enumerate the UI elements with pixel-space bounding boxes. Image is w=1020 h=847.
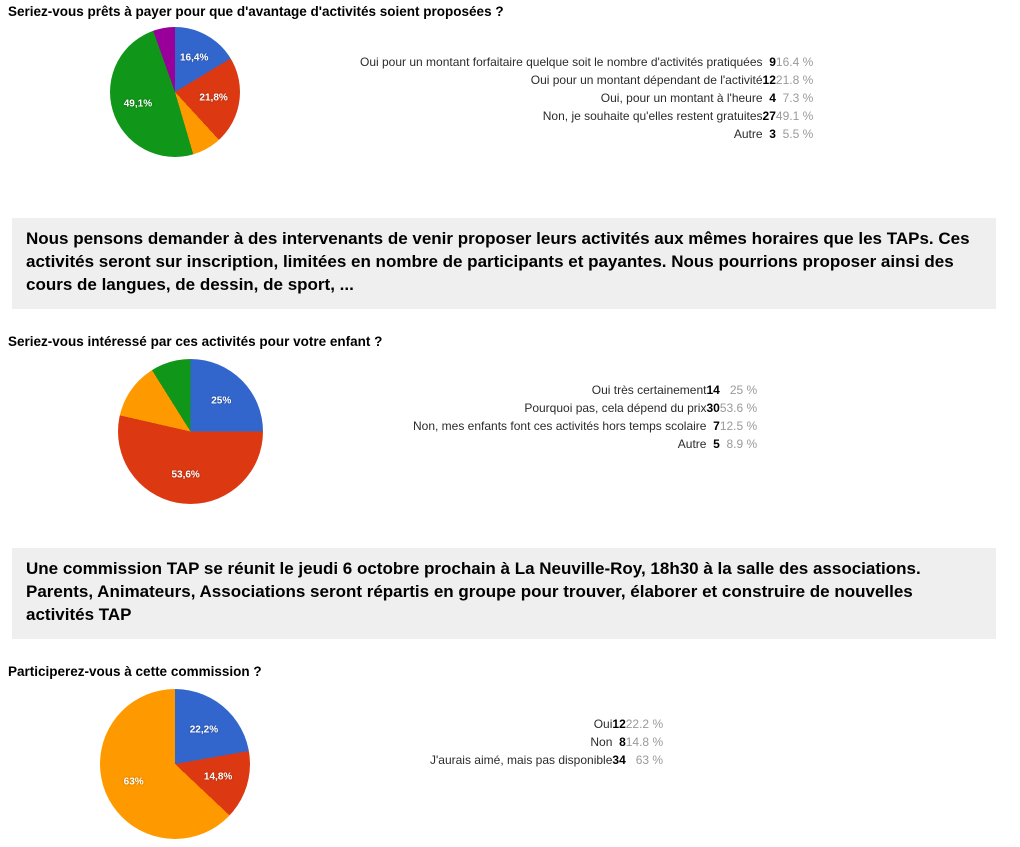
legend-label: Autre [677,437,707,451]
legend-row [430,715,663,733]
legend-row [413,381,757,399]
legend-count: 8 [619,735,626,749]
pie-slice-label: 16,4% [179,52,209,64]
pie-graphic [110,27,240,157]
legend-label: Non, je souhaite qu'elles restent gratuites [542,109,763,123]
legend-count: 27 [762,109,776,123]
pie-slice-label: 14,8% [203,771,233,783]
pie-graphic [100,689,250,839]
legend-row [360,89,813,107]
legend-percent: 49.1 % [775,109,814,123]
pie-slice-label: 22,2% [189,724,219,736]
legend-row [413,399,757,417]
pie-chart-2 [118,359,263,504]
legend-percent: 22.2 % [625,717,664,731]
legend-count: 7 [713,419,720,433]
legend-label: Oui pour un montant forfaitaire quelque soit le nombre d'activités pratiquées [360,55,763,69]
info-banner-1: Nous pensons demander à des intervenants de venir proposer leurs activités aux mêmes horaires que les TAPs. Ces activités seront sur inscription, limitées en nombre de participants et payantes. Nous pourrions proposer ainsi des cours de langues, de dessin, de sport, ... [12,218,996,309]
pie-graphic [118,359,263,504]
legend-count: 3 [769,127,776,141]
legend-label: Non [590,735,613,749]
legend-row [413,435,757,453]
legend-table [430,715,663,769]
legend-count: 5 [713,437,720,451]
legend-percent: 25 % [729,383,758,397]
pie-slice-label: 25% [211,395,232,407]
info-banner-2: Une commission TAP se réunit le jeudi 6 octobre prochain à La Neuville-Roy, 18h30 à la salle des associations. Parents, Animateurs, Associations seront répartis en groupe pour trouver, élaborer et construire de nouvelles activités TAP [12,548,996,639]
chart-row-1 [0,27,1020,157]
legend-row [360,107,813,125]
legend-label: Pourquoi pas, cela dépend du prix [524,401,707,415]
pie-chart-3 [100,689,250,839]
question-block-3 [0,664,1020,839]
legend-row [360,53,813,71]
legend-percent: 63 % [635,753,664,767]
legend-count: 12 [612,717,626,731]
legend-label: Oui pour un montant dépendant de l'activité [530,73,763,87]
legend-label: Oui très certainement [591,383,707,397]
legend-row [430,733,663,751]
legend-percent: 16.4 % [775,55,814,69]
question-title-2: Seriez-vous intéressé par ces activités pour votre enfant ? [8,334,383,349]
pie-chart-1 [110,27,240,157]
pie-slice-label: 53,6% [171,469,200,481]
legend-percent: 7.3 % [782,91,814,105]
legend-count: 4 [769,91,776,105]
legend-row [360,71,813,89]
pie-slice-label: 21,8% [199,92,228,104]
legend-percent: 14.8 % [625,735,664,749]
legend-percent: 5.5 % [782,127,814,141]
question-block-1 [0,4,1020,157]
legend-label: Oui, pour un montant à l'heure [600,91,763,105]
legend-1 [360,53,813,143]
legend-percent: 21.8 % [775,73,814,87]
legend-3 [430,715,663,769]
legend-count: 34 [612,753,626,767]
chart-row-3 [0,689,1020,839]
legend-label: Non, mes enfants font ces activités hors temps scolaire [413,419,707,433]
legend-percent: 8.9 % [726,437,758,451]
legend-count: 30 [706,401,720,415]
question-block-2 [0,334,1020,504]
legend-label: Oui [593,717,613,731]
legend-table [413,381,757,453]
legend-percent: 53.6 % [719,401,758,415]
question-title-3: Participerez-vous à cette commission ? [8,664,262,679]
legend-row [413,417,757,435]
legend-count: 14 [706,383,720,397]
legend-label: Autre [733,127,763,141]
pie-slice-label: 49,1% [123,98,153,110]
legend-label: J'aurais aimé, mais pas disponible [430,753,613,767]
legend-row [360,125,813,143]
legend-count: 12 [762,73,776,87]
legend-percent: 12.5 % [719,419,758,433]
legend-2 [413,381,757,453]
chart-row-2 [0,359,1020,504]
legend-table [360,53,813,143]
legend-row [430,751,663,769]
legend-count: 9 [769,55,776,69]
pie-slice-label: 63% [123,776,144,788]
page-title: Seriez-vous prêts à payer pour que d'avantage d'activités soient proposées ? [8,4,504,19]
